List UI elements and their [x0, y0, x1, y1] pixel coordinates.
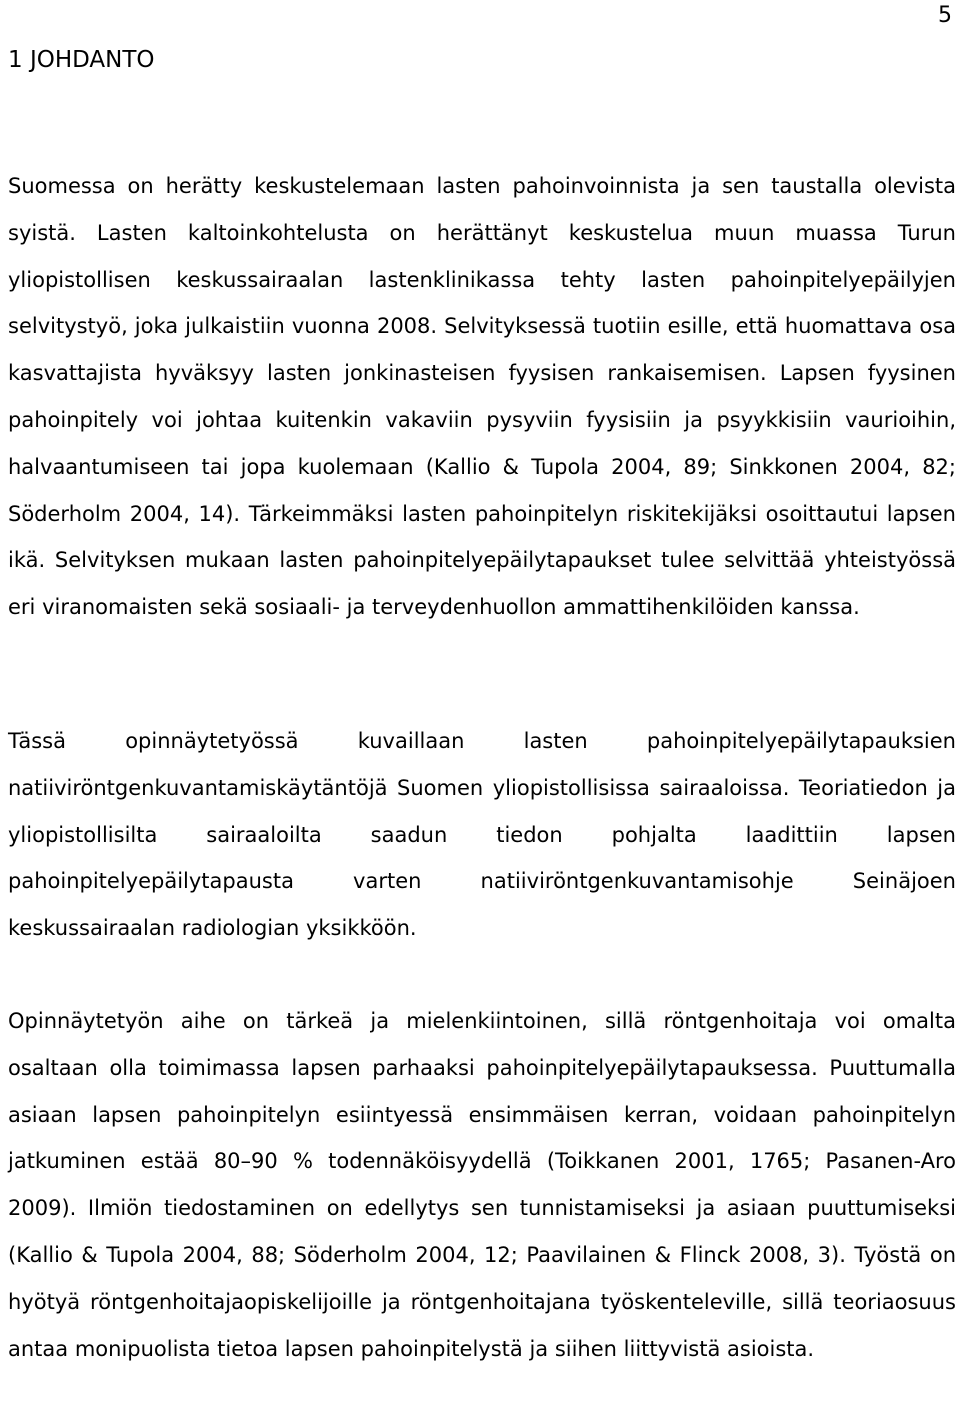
- paragraph-3: Opinnäytetyön aihe on tärkeä ja mielenkiintoinen, sillä röntgenhoitaja voi omalta osaltaan olla toimimassa lapsen parhaaksi pahoinpitelyepäilytapauksessa. Puuttumalla asiaan lapsen pahoinpitelyn esiintyessä ensimmäisen kerran, voidaan pahoinpitelyn jatkuminen estää 80–90 % todennäköisyydellä (Toikkanen 2001, 1765; Pasanen-Aro 2009). Ilmiön tiedostaminen on edellytys sen tunnistamiseksi ja asiaan puuttumiseksi (Kallio & Tupola 2004, 88; Söderholm 2004, 12; Paavilainen & Flinck 2008, 3). Työstä on hyötyä röntgenhoitajaopiskelijoille ja röntgenhoitajana työskenteleville, sillä teoriaosuus antaa monipuolista tietoa lapsen pahoinpitelystä ja siihen liittyvistä asioista.: [8, 1009, 956, 1361]
- paragraph-1: Suomessa on herätty keskustelemaan lasten pahoinvoinnista ja sen taustalla olevista syistä. Lasten kaltoinkohtelusta on herättänyt keskustelua muun muassa Turun yliopistollisen keskussairaalan lastenklinikassa tehty lasten pahoinpitelyepäilyjen selvitystyö, joka julkaistiin vuonna 2008. Selvityksessä tuotiin esille, että huomattava osa kasvattajista hyväksyy lasten jonkinasteisen fyysisen rankaisemisen. Lapsen fyysinen pahoinpitely voi johtaa kuitenkin vakaviin pysyviin fyysisiin ja psyykkisiin vaurioihin, halvaantumiseen tai jopa kuolemaan (Kallio & Tupola 2004, 89; Sinkkonen 2004, 82; Söderholm 2004, 14). Tärkeimmäksi lasten pahoinpitelyn riskitekijäksi osoittautui lapsen ikä. Selvityksen mukaan lasten pahoinpitelyepäilytapaukset tulee selvittää yhteistyössä eri viranomaisten sekä sosiaali- ja terveydenhuollon ammattihenkilöiden kanssa.: [8, 174, 956, 620]
- paragraph-2: Tässä opinnäytetyössä kuvaillaan lasten pahoinpitelyepäilytapauksien natiiviröntgenkuvantamiskäytäntöjä Suomen yliopistollisissa sairaaloissa. Teoriatiedon ja yliopistollisilta sairaaloilta saadun tiedon pohjalta laadittiin lapsen pahoinpitelyepäilytapausta varten natiiviröntgenkuvantamisohje Seinäjoen keskussairaalan radiologian yksikköön.: [8, 729, 956, 941]
- page-number: 5: [938, 3, 952, 28]
- chapter-heading: 1 JOHDANTO: [8, 47, 155, 73]
